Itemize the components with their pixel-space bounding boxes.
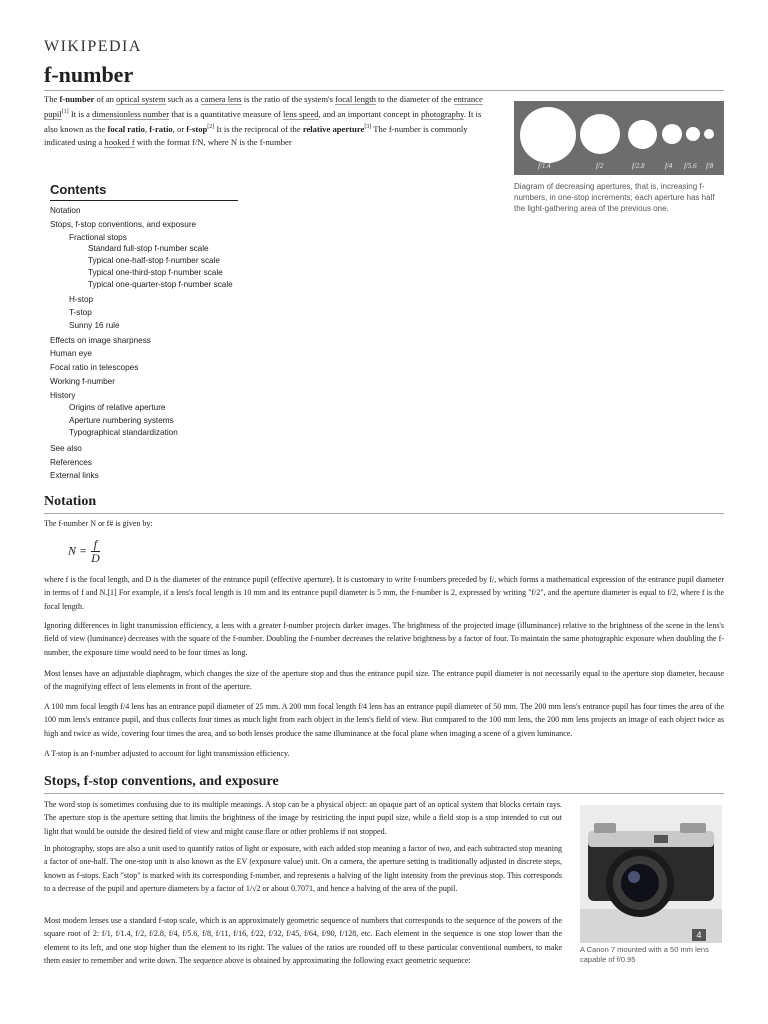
toc-item-h-stop[interactable]: H-stop (69, 294, 94, 304)
aperture-figure-caption: Diagram of decreasing apertures, that is, increasing f-numbers, in one-stop increments; each aperture has half the light-gathering area of the previous one. (514, 182, 715, 213)
toc-item-typographical[interactable]: Typographical standardization (69, 428, 178, 438)
camera-image[interactable] (580, 805, 722, 943)
notation-paragraph-5: A T-stop is an f-number adjusted to account for light transmission efficiency. (44, 749, 290, 758)
toc-item-full-stop-scale[interactable]: Standard full-stop f-number scale (88, 243, 209, 253)
heading-notation: Notation (44, 494, 97, 509)
aperture-circle (580, 114, 620, 154)
lead-text: It is the reciprocal of the (214, 123, 303, 134)
lead-term: f-number (59, 94, 95, 104)
lead-text: to the diameter of the (375, 94, 454, 104)
title-divider (44, 90, 724, 91)
notation-paragraph-3: Most lenses have an adjustable diaphragm, which changes the size of the aperture stop and thus the entrance pupil size. The entrance pupil diameter is not necessarily equal to the aperture stop diameter, because of the magnifying effect of lens elements in front of the aperture. (44, 669, 724, 692)
aperture-circle (662, 124, 682, 144)
formula-fraction (91, 538, 100, 565)
toc-item-t-stop[interactable]: T-stop (69, 307, 92, 317)
link-hooked-f[interactable]: hooked f (104, 136, 135, 147)
heading-divider (44, 513, 724, 514)
camera-figure (580, 805, 722, 965)
lead-text: The (44, 94, 60, 104)
aperture-circle (686, 127, 700, 141)
reference-1[interactable]: [1] (61, 109, 69, 115)
lead-text: The f-number is commonly indicated using a (44, 123, 468, 147)
link-lens-speed[interactable]: lens speed (283, 108, 319, 119)
lead-text: with the format f/N, where N is the f-number (134, 136, 292, 147)
formula-numerator: f (91, 538, 100, 552)
lead-term: f-ratio (149, 123, 173, 134)
table-of-contents (50, 182, 238, 483)
toc-item-notation[interactable]: Notation (50, 206, 81, 215)
aperture-label: f/4 (665, 162, 673, 170)
aperture-circle (628, 120, 657, 149)
stops-paragraph-2: In photography, stops are also a unit used to quantify ratios of light or exposure, with each added stop meaning a factor of two, and each subtracted stop meaning a factor of one-half. The one-stop unit is also known as the EV (exposure value) unit. On a camera, the aperture setting is traditionally adjusted in discrete steps, known as f-stops. Each "stop" is marked with its corresponding f-number, and represents a halving of the light intensity from the previous stop. This corresponds to a decrease of the pupil and aperture diameters by a factor of 1/√2 or about 0.7071, and hence a halving of the area of the pupil. (44, 844, 562, 893)
lead-text: . It is also known as the (44, 108, 482, 134)
aperture-diagram-image[interactable] (514, 101, 724, 175)
link-optical-system[interactable]: optical system (116, 94, 166, 104)
aperture-figure (514, 101, 724, 214)
lead-text: , and an important concept in (318, 108, 421, 119)
heading-divider (44, 793, 724, 794)
toc-item-numbering-systems[interactable]: Aperture numbering systems (69, 415, 174, 425)
toc-item-see-also[interactable]: See also (50, 443, 82, 453)
aperture-label: f/1.4 (538, 162, 551, 170)
link-focal-length[interactable]: focal length (335, 94, 376, 104)
link-photography[interactable]: photography (420, 108, 464, 119)
toc-item-quarter-stop-scale[interactable]: Typical one-quarter-stop f-number scale (88, 279, 233, 289)
aperture-label: f/2.8 (632, 162, 645, 170)
lead-term: relative aperture (302, 123, 365, 134)
lead-text: It is a (68, 108, 93, 119)
lead-text: , (144, 123, 150, 134)
toc-item-sunny-16[interactable]: Sunny 16 rule (69, 320, 120, 330)
notation-paragraph-1: where f is the focal length, and D is the diameter of the entrance pupil (effective aperture). It is customary to write f-numbers preceded by f/, which forms a mathematical expression of the entrance pupil diameter in terms of f and N.[1] For example, if a lens's focal length is 10 mm and its entrance pupil diameter is 5 mm, the f-number is 2, expressed by writing "f/2", and the aperture diameter is equal to f/2, where f is the focal length. (44, 575, 724, 611)
camera-icon (580, 805, 722, 943)
toc-item-half-stop-scale[interactable]: Typical one-half-stop f-number scale (88, 255, 220, 265)
reference-2[interactable]: [2] (207, 123, 215, 130)
formula-lhs: N = (68, 543, 88, 558)
toc-item-stops[interactable]: Stops, f-stop conventions, and exposure (50, 219, 197, 229)
notation-intro: The f-number N or f# is given by: (44, 519, 153, 528)
toc-item-working-f-number[interactable]: Working f-number (50, 376, 115, 386)
toc-item-telescopes[interactable]: Focal ratio in telescopes (50, 363, 139, 372)
aperture-circle (704, 129, 714, 139)
toc-item-third-stop-scale[interactable]: Typical one-third-stop f-number scale (88, 267, 223, 277)
toc-item-origins[interactable]: Origins of relative aperture (69, 403, 166, 413)
camera-figure-caption: A Canon 7 mounted with a 50 mm lens capable of f/0.95 (580, 945, 709, 964)
toc-item-external-links[interactable]: External links (50, 471, 99, 481)
wikipedia-logo[interactable]: WIKIPEDIA (44, 38, 142, 55)
stops-paragraph-1: The word stop is sometimes confusing due to its multiple meanings. A stop can be a physical object: an opaque part of an optical system that blocks certain rays. The aperture stop is the aperture setting that limits the brightness of the image by restricting the input pupil size, while a field stop is a stop intended to cut out light that would be outside the desired field of view and might cause flare or other problems if not stopped. (44, 800, 562, 836)
reference-3[interactable]: [3] (364, 123, 372, 130)
toc-item-sharpness[interactable]: Effects on image sharpness (50, 335, 151, 345)
formula-denominator: D (91, 551, 100, 565)
notation-paragraph-4: A 100 mm focal length f/4 lens has an entrance pupil diameter of 25 mm. A 200 mm focal length f/4 lens has an entrance pupil diameter of 50 mm. The 200 mm lens's entrance pupil has four times the area of the 100 mm lens's entrance pupil, and thus collects four times as much light from each object in the lens's field of view. But compared to the 100 mm lens, the 200 mm lens projects an image of each object twice as high and twice as wide, covering four times the area, and so both lenses produce the same illuminance at the focal plane when imaging a scene of a given luminance. (44, 702, 724, 738)
toc-item-history[interactable]: History (50, 390, 76, 400)
lead-text: is the ratio of the system's (241, 94, 336, 104)
camera-badge: 4 (696, 930, 702, 940)
link-entrance-pupil[interactable]: entrance pupil (44, 94, 483, 119)
link-camera-lens[interactable]: camera lens (200, 94, 242, 104)
lead-text: such as a (165, 94, 201, 104)
lead-text: that is a quantitative measure of (169, 108, 284, 119)
page-title: f-number (44, 62, 134, 87)
link-dimensionless-number[interactable]: dimensionless number (92, 108, 170, 119)
notation-paragraph-2: Ignoring differences in light transmission efficiency, a lens with a greater f-number projects darker images. The brightness of the projected image (illuminance) relative to the brightness of the scene in the lens's field of view (luminance) decreases with the square of the f-number. Doubling the f-number decreases the relative brightness by a factor of four. To maintain the same photographic exposure when doubling the f-number, the exposure time would need to be four times as long. (44, 621, 724, 657)
toc-title: Contents (50, 182, 238, 201)
lead-paragraph (44, 93, 497, 149)
aperture-circle (520, 107, 576, 163)
lead-term: focal ratio (107, 123, 145, 134)
lead-term: f-stop (186, 123, 208, 134)
heading-stops: Stops, f-stop conventions, and exposure (44, 774, 279, 789)
aperture-label: f/8 (706, 162, 714, 170)
lead-text: , or (172, 123, 187, 134)
toc-item-fractional-stops[interactable]: Fractional stops (69, 232, 127, 242)
f-number-formula (68, 538, 100, 565)
toc-item-references[interactable]: References (50, 457, 92, 467)
aperture-label: f/5.6 (684, 162, 697, 170)
stops-paragraph-3: Most modern lenses use a standard f-stop scale, which is an approximately geometric sequence of numbers that corresponds to the sequence of the powers of the square root of 2: f/1, f/1.4, f/2, f/2.8, f/4, f/5.6, f/8, f/11, f/16, f/22, f/32, f/45, f/64, f/90, f/128, etc. Each element in the sequence is one stop lower than the element to its left, and one stop higher than the element to its right. The values of the ratios are rounded off to these particular conventional numbers, to make them easier to remember and write down. The sequence above is obtained by approximating the following exact geometric sequence: (44, 916, 562, 965)
aperture-label: f/2 (596, 162, 604, 170)
toc-item-human-eye[interactable]: Human eye (50, 349, 92, 359)
lead-text: of an (94, 94, 117, 104)
